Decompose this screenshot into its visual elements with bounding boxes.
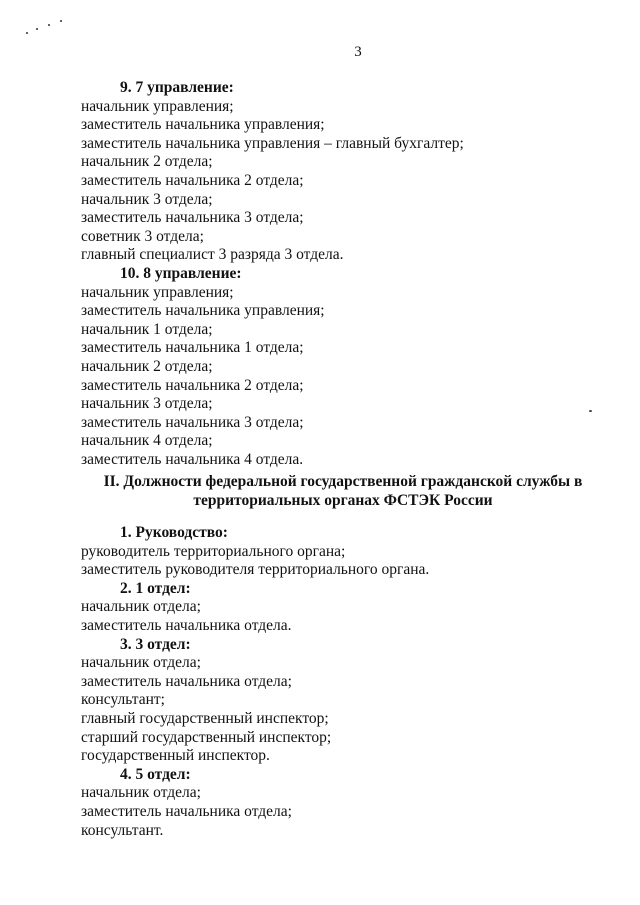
section-heading: 2. 1 отдел: [120,579,191,597]
page-number: 3 [354,44,362,60]
section-4-department-5 [81,766,429,840]
section-heading: 9. 7 управление: [120,79,234,96]
section-heading: 1. Руководство: [120,524,228,541]
list-item: начальник 4 отдела; [81,432,213,450]
list-item: начальник 3 отдела; [81,190,213,208]
list-item: начальник 1 отдела; [81,320,213,338]
part2-title [96,472,590,510]
list-item: начальник 2 отдела; [81,357,213,375]
list-item: заместитель начальника отдела; [81,672,292,690]
list-item: заместитель начальника 4 отдела. [81,450,304,468]
list-item: начальник отдела; [81,784,201,802]
list-item: начальник управления; [81,97,234,115]
list-item: заместитель начальника 2 отдела; [81,171,304,189]
section-heading: 3. 3 отдел: [120,635,191,653]
list-item: начальник 3 отдела; [81,395,213,413]
list-item: заместитель начальника 2 отдела; [81,376,304,394]
section-10 [81,265,464,470]
list-item: начальник отдела; [81,598,201,616]
list-item: начальник 2 отдела; [81,153,213,171]
list-item: главный специалист 3 разряда 3 отдела. [81,246,344,264]
scan-artifact-mark [589,410,592,412]
list-item: заместитель начальника управления; [81,116,325,134]
list-item: заместитель начальника 3 отдела; [81,209,304,227]
list-item: старший государственный инспектор; [81,728,332,746]
section-1-leadership [81,524,429,580]
part2-list [81,524,429,840]
list-item: заместитель начальника управления; [81,302,325,320]
list-item: заместитель начальника управления – главный бухгалтер; [81,134,464,152]
list-item: консультант; [81,691,165,709]
scan-artifact [26,18,72,38]
list-item: заместитель начальника 3 отдела; [81,413,304,431]
list-item: заместитель начальника 1 отдела; [81,339,304,357]
list-item: заместитель начальника отдела. [81,616,292,634]
list-item: советник 3 отдела; [81,227,204,245]
section-9 [81,79,464,265]
list-item: начальник управления; [81,283,234,301]
section-3-department-3 [81,636,429,766]
part1-list [81,79,464,469]
list-item: государственный инспектор. [81,747,270,765]
list-item: заместитель начальника отдела; [81,802,292,820]
part2-title-line2: территориальных органах ФСТЭК России [193,492,493,509]
part2-title-line1: II. Должности федеральной государственной гражданской службы в [103,473,583,490]
section-heading: 4. 5 отдел: [120,765,191,783]
list-item: главный государственный инспектор; [81,709,329,727]
section-heading: 10. 8 управление: [120,264,242,282]
list-item: руководитель территориального органа; [81,542,346,560]
list-item: начальник отдела; [81,654,201,672]
list-item: консультант. [81,821,164,839]
list-item: заместитель руководителя территориального органа. [81,561,430,579]
section-2-department-1 [81,580,429,636]
